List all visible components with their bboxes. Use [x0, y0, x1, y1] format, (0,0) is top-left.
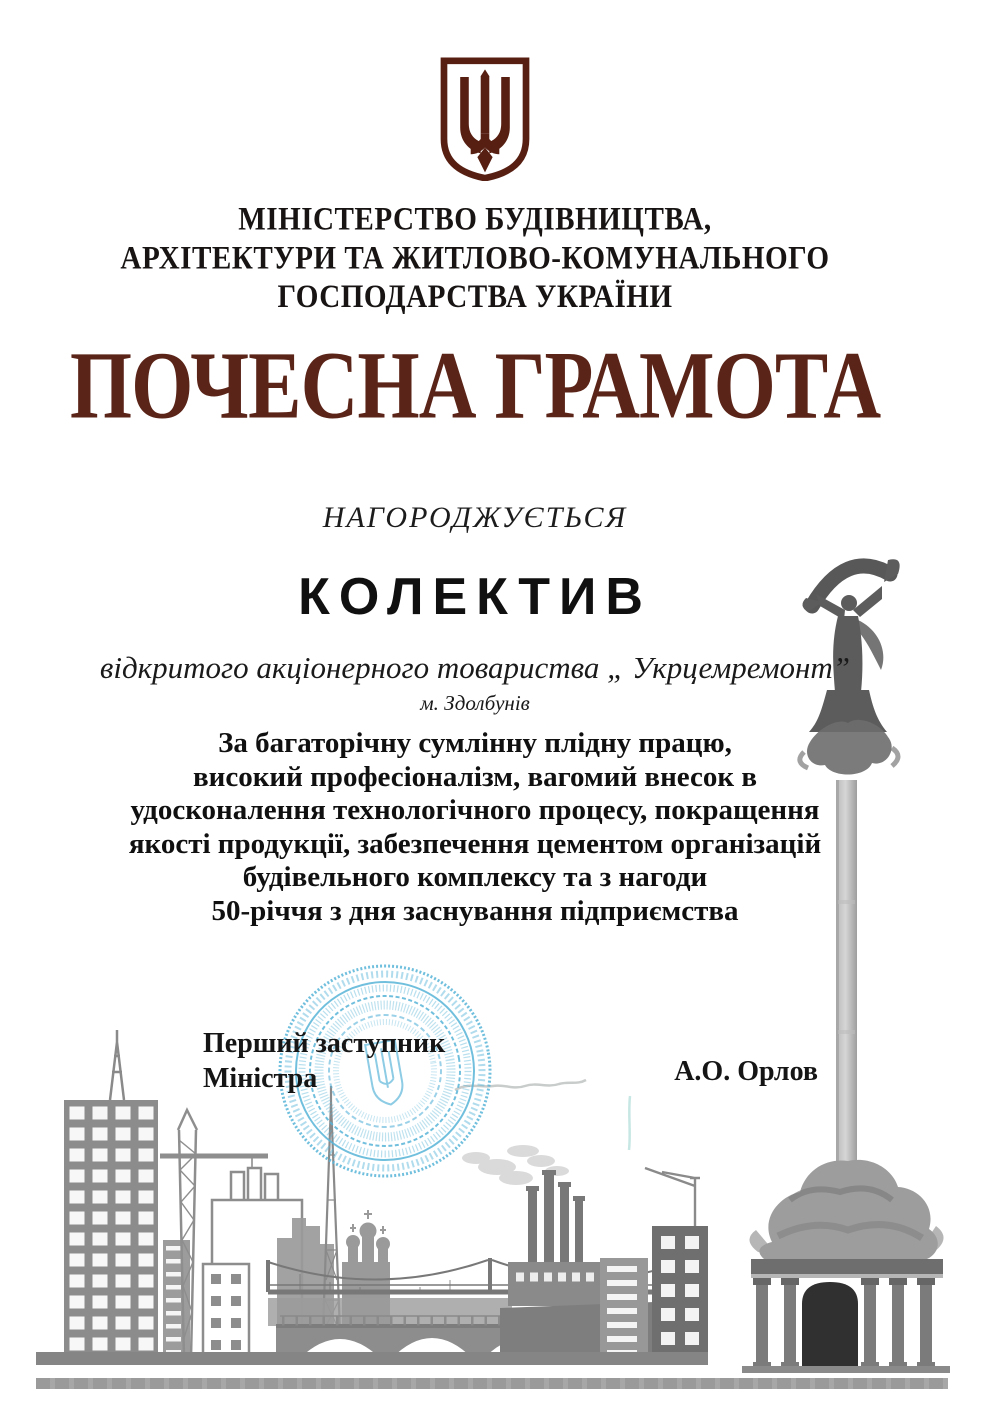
ministry-line: АРХІТЕКТУРИ ТА ЖИТЛОВО-КОМУНАЛЬНОГО [120, 238, 830, 276]
monument-entablature [751, 1259, 943, 1274]
citation-line: якості продукції, забезпечення цементом організацій [128, 827, 822, 860]
citation-line: 50-річчя з дня заснування підприємства [211, 894, 739, 927]
signer-title-line: Міністра [203, 1063, 318, 1094]
dark-building-icon [652, 1226, 708, 1358]
citation-text [0, 727, 950, 928]
citation-line: За багаторічну сумлінну плідну працю, [218, 727, 732, 759]
ministry-name [29, 199, 922, 316]
stripe-building-icon [163, 1240, 190, 1358]
recipient-name: КОЛЕКТИВ [298, 568, 652, 626]
monument-arch [802, 1282, 858, 1368]
ministry-line: ГОСПОДАРСТВА УКРАЇНИ [277, 277, 673, 315]
ground-strip [36, 1352, 708, 1365]
recipient-city: м. Здолбунів [420, 691, 530, 715]
signer-title-line: Перший заступник [203, 1028, 446, 1059]
monument-pedestal-top [749, 1160, 943, 1259]
roof-crane-icon [645, 1168, 700, 1232]
citation-line: високий професіоналізм, вагомий внесок в [192, 760, 758, 793]
certificate-title: ПОЧЕСНА ГРАМОТА [69, 331, 881, 439]
signer-title [203, 1026, 445, 1096]
ukraine-trident-shield-icon [437, 57, 533, 181]
slat-building-icon [600, 1258, 648, 1358]
awarded-label: НАГОРОДЖУЄТЬСЯ [322, 501, 628, 534]
high-rise-building-icon [64, 1030, 158, 1358]
signer-name: А.О. Орлов [674, 1056, 818, 1087]
recipient-organization: відкритого акціонерного товариства „ Укрцемремонт” [99, 650, 851, 685]
ministry-line: МІНІСТЕРСТВО БУДІВНИЦТВА, [238, 200, 712, 237]
citation-line: будівельного комплексу та з нагоди [242, 861, 708, 893]
citation-line: удосконалення технологічного процесу, покращення [130, 794, 820, 826]
